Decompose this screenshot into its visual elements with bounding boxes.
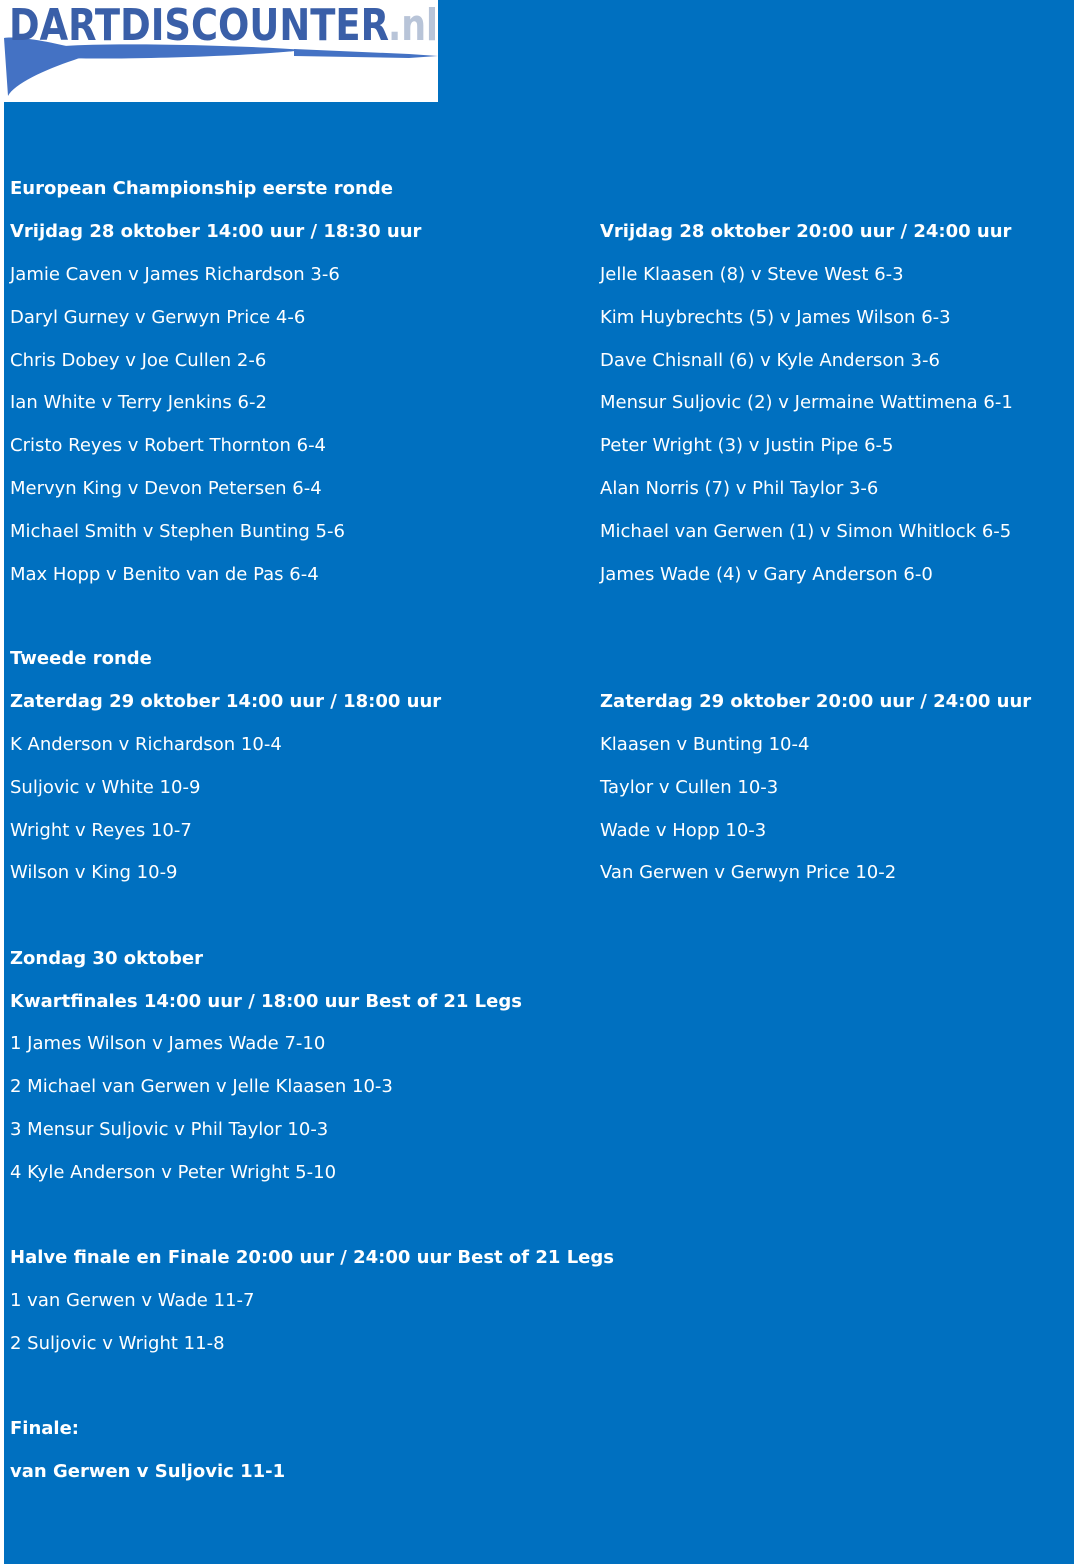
dartdiscounter-logo[interactable] — [4, 0, 438, 102]
match-result: Daryl Gurney v Gerwyn Price 4-6 — [10, 307, 306, 328]
match-result: Jelle Klaasen (8) v Steve West 6-3 — [600, 264, 904, 285]
match-result: 2 Michael van Gerwen v Jelle Klaasen 10-3 — [10, 1076, 393, 1097]
match-result: Michael van Gerwen (1) v Simon Whitlock 6-5 — [600, 521, 1012, 542]
match-result: Ian White v Terry Jenkins 6-2 — [10, 392, 267, 413]
match-result: Wright v Reyes 10-7 — [10, 820, 192, 841]
match-result: Kim Huybrechts (5) v James Wilson 6-3 — [600, 307, 951, 328]
match-result: Wilson v King 10-9 — [10, 862, 178, 883]
match-result: 4 Kyle Anderson v Peter Wright 5-10 — [10, 1162, 337, 1183]
round1-title: European Championship eerste ronde — [10, 178, 393, 199]
match-result: 1 van Gerwen v Wade 11-7 — [10, 1290, 255, 1311]
match-result: Cristo Reyes v Robert Thornton 6-4 — [10, 435, 327, 456]
round2-session-afternoon: Zaterdag 29 oktober 14:00 uur / 18:00 uur — [10, 691, 442, 712]
round2-title: Tweede ronde — [10, 648, 152, 669]
logo-brand-text: DARTDISCOUNTER — [9, 0, 389, 51]
match-result: James Wade (4) v Gary Anderson 6-0 — [600, 564, 933, 585]
match-result: Mervyn King v Devon Petersen 6-4 — [10, 478, 322, 499]
round2-session-evening: Zaterdag 29 oktober 20:00 uur / 24:00 uur — [600, 691, 1032, 712]
final-title: Finale: — [10, 1418, 80, 1439]
match-result: 3 Mensur Suljovic v Phil Taylor 10-3 — [10, 1119, 329, 1140]
final-result: van Gerwen v Suljovic 11-1 — [10, 1461, 286, 1482]
match-result: Klaasen v Bunting 10-4 — [600, 734, 810, 755]
semifinals-title: Halve finale en Finale 20:00 uur / 24:00 uur Best of 21 Legs — [10, 1247, 614, 1268]
dart-logo-graphic — [4, 0, 438, 102]
round1-session-afternoon: Vrijdag 28 oktober 14:00 uur / 18:30 uur — [10, 221, 422, 242]
match-result: Taylor v Cullen 10-3 — [600, 777, 779, 798]
quarterfinals-title: Kwartfinales 14:00 uur / 18:00 uur Best of 21 Legs — [10, 991, 522, 1012]
match-result: Mensur Suljovic (2) v Jermaine Wattimena 6-1 — [600, 392, 1013, 413]
round1-session-evening: Vrijdag 28 oktober 20:00 uur / 24:00 uur — [600, 221, 1012, 242]
match-result: Suljovic v White 10-9 — [10, 777, 201, 798]
match-result: Van Gerwen v Gerwyn Price 10-2 — [600, 862, 897, 883]
logo-suffix-text: .nl — [388, 0, 438, 51]
match-result: Michael Smith v Stephen Bunting 5-6 — [10, 521, 345, 542]
match-result: K Anderson v Richardson 10-4 — [10, 734, 282, 755]
match-result: Wade v Hopp 10-3 — [600, 820, 767, 841]
match-result: Chris Dobey v Joe Cullen 2-6 — [10, 350, 267, 371]
match-result: 2 Suljovic v Wright 11-8 — [10, 1333, 225, 1354]
match-result: Jamie Caven v James Richardson 3-6 — [10, 264, 340, 285]
match-result: 1 James Wilson v James Wade 7-10 — [10, 1033, 326, 1054]
sunday-title: Zondag 30 oktober — [10, 948, 204, 969]
match-result: Max Hopp v Benito van de Pas 6-4 — [10, 564, 319, 585]
match-result: Dave Chisnall (6) v Kyle Anderson 3-6 — [600, 350, 940, 371]
match-result: Alan Norris (7) v Phil Taylor 3-6 — [600, 478, 879, 499]
match-result: Peter Wright (3) v Justin Pipe 6-5 — [600, 435, 894, 456]
